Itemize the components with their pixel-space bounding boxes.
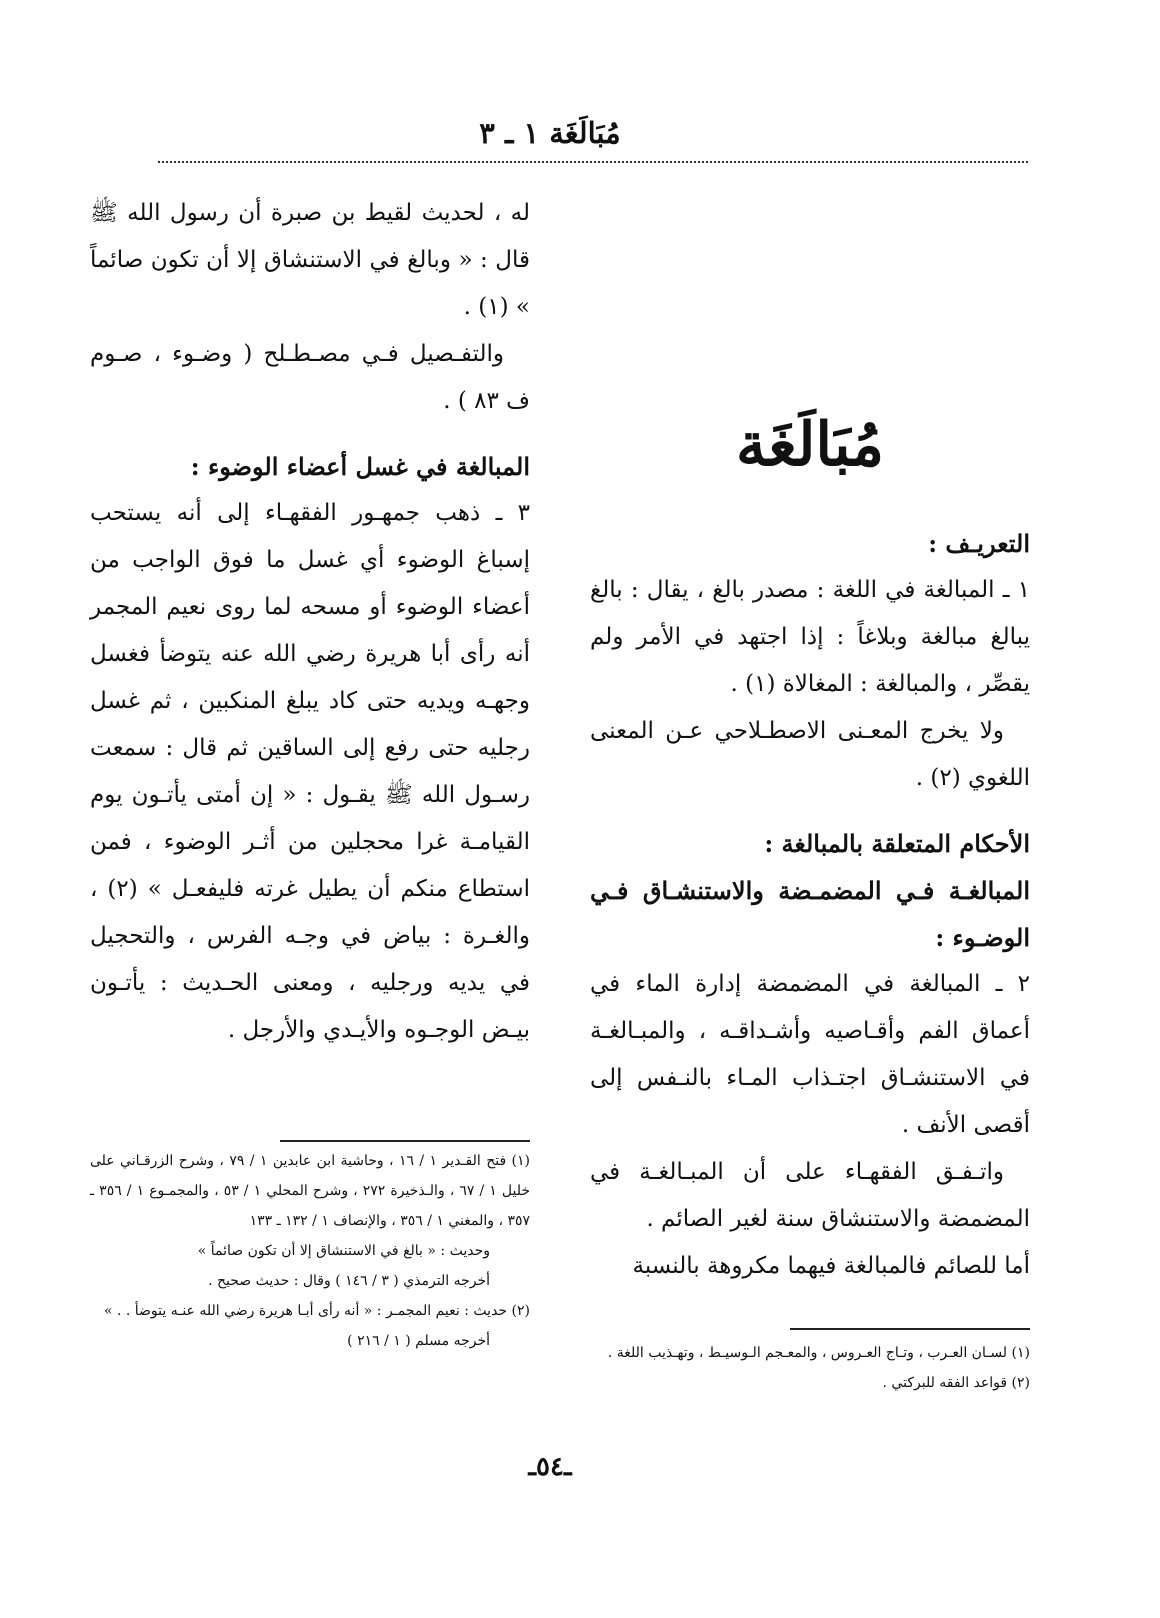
paragraph-definition-language: ١ ـ المبالغة في اللغة : مصدر بالغ ، يقال : بالغ يبالغ مبالغة وبلاغاً : إذا اجتهد في الأمر ولم يقصِّر ، والمبالغة : المغالاة (١) . [590, 577, 1030, 697]
paragraph-laqit-hadith: له ، لحديث لقيط بن صبرة أن رسول الله ﷺ قال : « وبالغ في الاستنشاق إلا أن تكون صائماً » (١) . [90, 200, 530, 320]
footnote-left-1-source: أخرجه الترمذي ( ٣ / ١٤٦ ) وقال : حديث صحيح . [208, 1273, 490, 1289]
footnotes-right [590, 1338, 1030, 1398]
entry-title: مُبَالَغَة [736, 410, 884, 480]
footnote-right-2: (٢) قواعد الفقه للبركتي . [882, 1375, 1030, 1391]
paragraph-jurists-agreement: واتـفـق الفقهـاء على أن المبـالغـة في المضمضة والاستنشاق سنة لغير الصائم . [590, 1159, 1030, 1232]
footnote-left-2: (٢) حديث : نعيم المجمـر : « أنه رأى أبـا هريرة رضي الله عنـه يتوضأ . . » [103, 1303, 530, 1319]
footnote-left-1: (١) فتح القـدير ١ / ١٦ ، وحاشية ابن عابدين ١ / ٧٩ ، وشرح الزرقـاني على خليل ١ / ٦٧ ، والـذخيرة ٢٧٢ ، وشرح المحلي ١ / ٥٣ ، والمجمـوع ١ / ٣٥٦ ـ ٣٥٧ ، والمغني ١ / ٣٥٦ ، والإنصاف ١ / ١٣٢ ـ ١٣٣ [90, 1153, 531, 1229]
page-number: ـ٥٤ـ [528, 1452, 572, 1482]
header-dotted-rule [158, 161, 1028, 163]
paragraph-cross-reference: والتفـصيل فـي مصـطـلح ( وضـوء ، صـوم ف ٨٣ ) . [90, 341, 530, 414]
paragraph-fasting-person: أما للصائم فالمبالغة فيهما مكروهة بالنسبة [632, 1253, 1030, 1279]
paragraph-rinsing-definition: ٢ ـ المبالغة في المضمضة إدارة الماء في أعماق الفم وأقـاصيه وأشـداقـه ، والمبـالغـة في الاستنشـاق اجتـذاب المـاء بالنـفس إلى أقصى الأنف . [590, 971, 1030, 1138]
subheading-rinsing: المبالغـة فـي المضمـضة والاستنشـاق فـي الوضـوء : [590, 876, 1030, 952]
footnote-left-2-source: أخرجه مسلم ( ١ / ٢١٦ ) [347, 1333, 490, 1349]
footnote-left-1-hadith: وحديث : « بالغ في الاستنشاق إلا أن تكون صائماً » [197, 1243, 490, 1259]
definition-heading: التعريـف : [928, 529, 1030, 558]
running-head: مُبَالَغَة ١ ـ ٣ [479, 116, 621, 150]
footnote-rule-right [790, 1328, 1030, 1330]
footnotes-left [90, 1146, 530, 1356]
footnote-right-1: (١) لسـان العـرب ، وتـاج العـروس ، والمعـجم الـوسيـط ، وتهـذيب اللغة . [607, 1345, 1030, 1361]
footnote-rule-left [280, 1140, 530, 1142]
paragraph-washing-limbs: ٣ ـ ذهب جمهـور الفقهـاء إلى أنه يستحب إسباغ الوضوء أي غسل ما فوق الواجب من أعضاء الوضوء أو مسحه لما روى نعيم المجمر أنه رأى أبا هريرة رضي الله عنه يتوضأ فغسل وجهـه ويديه حتى كاد يبلغ المنكبين ، ثم غسل رجليه حتى رفع إلى الساقين ثم قال : سمعت رسـول الله ﷺ يقـول : « إن أمتى يأتـون يوم القيامـة غرا محجلين من أثـر الوضوء ، فمن استطاع منكم أن يطيل غرته فليفعـل » (٢) ، والغـرة : بياض في وجـه الفرس ، والتحجيل في يديه ورجليه ، ومعنى الحـديث : يأتـون بيـض الوجـوه والأيـدي والأرجل . [90, 500, 530, 1043]
rulings-heading: الأحكام المتعلقة بالمبالغة : [764, 829, 1030, 858]
subheading-washing-limbs: المبالغة في غسل أعضاء الوضوء : [190, 452, 530, 481]
paragraph-definition-term: ولا يخرج المعـنى الاصطـلاحي عـن المعنى اللغوي (٢) . [590, 718, 1030, 791]
